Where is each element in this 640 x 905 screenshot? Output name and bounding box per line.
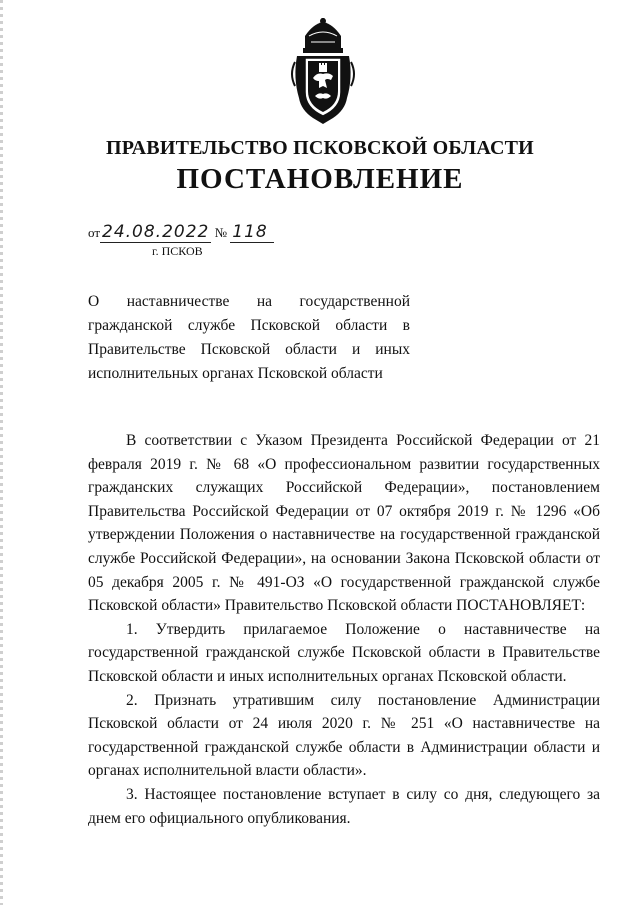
item-3-paragraph: 3. Настоящее постановление вступает в силу со дня, следующего за днем его официального опубликования. bbox=[88, 785, 600, 827]
date-number-line bbox=[88, 222, 274, 243]
item-2-paragraph: 2. Признать утратившим силу постановление Администрации Псковской области от 24 июля 2020 г. № 251 «О наставничестве на государственной гражданской службе области в Администрации области и органах исполнительной власти области». bbox=[88, 691, 600, 780]
government-title: ПРАВИТЕЛЬСТВО ПСКОВСКОЙ ОБЛАСТИ bbox=[106, 137, 534, 159]
document-subject: О наставничестве на государственной гражданской службе Псковской области в Правительстве Псковской области и иных исполнительных органах Псковской области bbox=[88, 293, 410, 382]
handwritten-number: 118 bbox=[232, 222, 268, 242]
item-1-paragraph: 1. Утвердить прилагаемое Положение о наставничестве на государственной гражданской службе Псковской области в Правительстве Псковской области и иных исполнительных органах Псковской области. bbox=[88, 620, 600, 685]
document-body bbox=[88, 429, 600, 830]
coat-of-arms-emblem bbox=[287, 18, 359, 126]
document-type-title: ПОСТАНОВЛЕНИЕ bbox=[176, 163, 464, 195]
date-prefix: от bbox=[88, 225, 101, 240]
scan-edge bbox=[0, 0, 3, 905]
handwritten-date: 24.08.2022 bbox=[102, 222, 210, 242]
preamble-paragraph: В соответствии с Указом Президента Российской Федерации от 21 февраля 2019 г. № 68 «О профессиональном развитии государственных гражданских служащих Российской Федерации», постановлением Правительства Российской Федерации от 07 октября 2019 г. № 1296 «Об утверждении Положения о наставничестве на государственной гражданской службе Российской Федерации», на основании Закона Псковской области от 05 декабря 2005 г. № 491-ОЗ «О государственной гражданской службе Псковской области» Правительство Псковской области ПОСТАНОВЛЯЕТ: bbox=[88, 432, 600, 615]
number-prefix: № bbox=[214, 225, 228, 240]
city-label: г. ПСКОВ bbox=[152, 244, 203, 258]
